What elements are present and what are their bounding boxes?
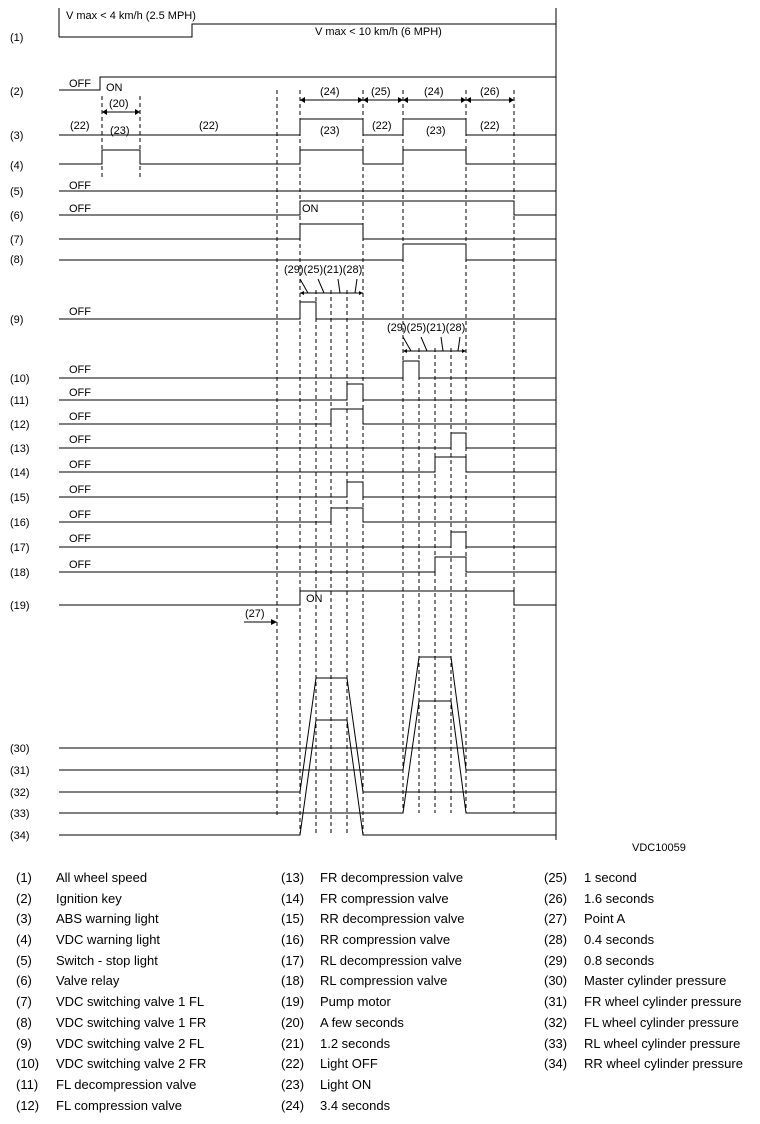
row-label: (18): [10, 567, 30, 579]
row-label: (33): [10, 808, 30, 820]
legend-text: VDC switching valve 2 FL: [56, 1035, 205, 1051]
row-label: (7): [10, 234, 24, 246]
legend-text: RL wheel cylinder pressure: [584, 1035, 741, 1051]
row-label: (14): [10, 467, 30, 479]
legend-text: FL compression valve: [56, 1097, 182, 1113]
row-label: (1): [10, 32, 24, 44]
arrow-head: [135, 109, 140, 115]
on-label: ON: [302, 203, 319, 215]
row-label: (34): [10, 830, 30, 842]
legend-text: Light OFF: [320, 1056, 378, 1072]
off-label: OFF: [69, 387, 91, 399]
off-label: OFF: [69, 434, 91, 446]
off-label: OFF: [69, 509, 91, 521]
legend-number: (30): [544, 973, 568, 989]
legend-number: (7): [16, 994, 32, 1010]
vdc-light-trace: [59, 150, 556, 164]
legend-number: (2): [16, 890, 32, 906]
legend-number: (27): [544, 911, 568, 927]
switch-valve2-fl-trace: [59, 302, 556, 319]
legend-text: A few seconds: [320, 1014, 404, 1030]
legend-text: 1.6 seconds: [584, 890, 655, 906]
sequence-leader-line: [403, 337, 411, 351]
legend-text: FR decompression valve: [320, 870, 464, 885]
row-label: (10): [10, 373, 30, 385]
row-label: (3): [10, 130, 24, 142]
legend-text: 0.8 seconds: [584, 952, 655, 968]
row-label: (2): [10, 86, 24, 98]
fr-decomp-trace: [59, 433, 556, 448]
rl-comp-trace: [59, 557, 556, 572]
legend-number: (16): [281, 932, 305, 948]
arrow-head: [271, 619, 277, 625]
legend-number: (17): [281, 952, 305, 968]
off-label: OFF: [69, 459, 91, 471]
row-label: (9): [10, 314, 24, 326]
row-label: (12): [10, 419, 30, 431]
off-label: OFF: [69, 306, 91, 318]
legend-number: (14): [281, 890, 305, 906]
legend-text: 1.2 seconds: [320, 1035, 391, 1051]
sequence-leader-line: [338, 279, 340, 293]
legend-text: Valve relay: [56, 973, 120, 989]
legend-number: (21): [281, 1035, 305, 1051]
legend-number: (31): [544, 994, 568, 1010]
ref-label: (24): [424, 86, 444, 98]
arrow-head: [358, 97, 363, 103]
legend-number: (15): [281, 911, 305, 927]
rr-comp-trace: [59, 508, 556, 522]
duration-arrows: [102, 97, 514, 625]
row-label: (4): [10, 160, 24, 172]
sequence-leader-line: [318, 279, 324, 293]
legend-number: (29): [544, 952, 568, 968]
legend-text: VDC switching valve 1 FL: [56, 994, 205, 1010]
legend-number: (6): [16, 973, 32, 989]
arrow-head: [461, 97, 466, 103]
sequence-leader-line: [441, 337, 443, 351]
legend-number: (3): [16, 911, 32, 927]
on-label: ON: [106, 82, 123, 94]
fl-decomp-trace: [59, 384, 556, 400]
legend-text: RL decompression valve: [320, 952, 462, 968]
legend-number: (5): [16, 952, 32, 968]
legend-text: RR wheel cylinder pressure: [584, 1056, 743, 1072]
rl-decomp-trace: [59, 532, 556, 547]
ref-label: (22): [70, 120, 90, 132]
ref-label: (20): [109, 98, 129, 110]
on-label: ON: [306, 593, 323, 605]
row-label: (19): [10, 600, 30, 612]
legend-number: (34): [544, 1056, 568, 1072]
legend-number: (26): [544, 890, 568, 906]
arrow-head: [466, 97, 471, 103]
ref-label: (22): [480, 120, 500, 132]
legend-text: RL compression valve: [320, 973, 448, 989]
switch-valve1-fr-trace: [59, 244, 556, 260]
sequence-label: (29)(25)(21)(28): [284, 264, 363, 276]
legend-text: Ignition key: [56, 890, 122, 906]
fl-wheel-pressure-trace: [59, 678, 556, 792]
row-label: (32): [10, 787, 30, 799]
ref-label: (25): [371, 86, 391, 98]
ref-label: (23): [426, 125, 446, 137]
legend-text: RR decompression valve: [320, 911, 465, 927]
ref-label: (22): [372, 120, 392, 132]
arrow-head: [462, 349, 466, 353]
legend-number: (33): [544, 1035, 568, 1051]
legend-number: (32): [544, 1014, 568, 1030]
ref-label: (26): [480, 86, 500, 98]
legend-text: VDC warning light: [56, 932, 161, 948]
arrow-head: [403, 349, 407, 353]
sequence-leader-line: [421, 337, 427, 351]
legend-text: FL wheel cylinder pressure: [584, 1014, 739, 1030]
ref-label: (23): [110, 125, 130, 137]
arrow-head: [509, 97, 514, 103]
arrow-head: [359, 291, 363, 295]
row-label: (31): [10, 765, 30, 777]
arrow-head: [403, 97, 408, 103]
legend-text: 1 second: [584, 870, 637, 885]
row-label: (6): [10, 210, 24, 222]
legend-number: (28): [544, 932, 568, 948]
legend-number: (13): [281, 870, 305, 885]
rl-wheel-pressure-trace: [59, 701, 556, 813]
switch-valve1-fl-trace: [59, 224, 556, 239]
legend-number: (4): [16, 932, 32, 948]
ref-label: (27): [245, 608, 265, 620]
ref-label: (22): [199, 120, 219, 132]
legend-text: All wheel speed: [56, 870, 148, 885]
row-label: (15): [10, 492, 30, 504]
legend-number: (10): [16, 1056, 40, 1072]
arrow-head: [300, 97, 305, 103]
fl-comp-trace: [59, 409, 556, 424]
legend-number: (12): [16, 1097, 40, 1113]
off-label: OFF: [69, 203, 91, 215]
sequence-leader-line: [300, 279, 308, 293]
off-label: OFF: [69, 180, 91, 192]
arrow-head: [363, 97, 368, 103]
legend-number: (22): [281, 1056, 305, 1072]
row-label: (8): [10, 254, 24, 266]
row-label: (30): [10, 743, 30, 755]
legend-text: Point A: [584, 911, 626, 927]
legend-text: FR compression valve: [320, 890, 449, 906]
ref-label: (24): [320, 86, 340, 98]
off-label: OFF: [69, 78, 91, 90]
legend-text: RR compression valve: [320, 932, 451, 948]
off-label: OFF: [69, 411, 91, 423]
legend: [0, 868, 760, 1124]
figure-code: VDC10059: [632, 842, 686, 854]
off-label: OFF: [69, 533, 91, 545]
sequence-leader-line: [355, 279, 357, 293]
sequence-leader-line: [458, 337, 460, 351]
legend-text: ABS warning light: [56, 911, 159, 927]
ref-label: (23): [320, 125, 340, 137]
legend-text: Light ON: [320, 1076, 372, 1092]
timing-dashes: [102, 90, 514, 835]
row-label: (17): [10, 542, 30, 554]
row-label: (16): [10, 517, 30, 529]
row-label: (5): [10, 186, 24, 198]
legend-text: Switch - stop light: [56, 952, 158, 968]
arrow-head: [102, 109, 107, 115]
rr-decomp-trace: [59, 482, 556, 497]
arrow-head: [398, 97, 403, 103]
legend-number: (8): [16, 1014, 32, 1030]
signal-traces: [59, 8, 556, 840]
row-label: (13): [10, 443, 30, 455]
off-label: OFF: [69, 484, 91, 496]
off-label: OFF: [69, 364, 91, 376]
vmax-low-label: V max < 4 km/h (2.5 MPH): [66, 10, 196, 22]
legend-number: (9): [16, 1035, 32, 1051]
legend-text: FL decompression valve: [56, 1076, 197, 1092]
legend-number: (25): [544, 870, 568, 885]
legend-number: (24): [281, 1097, 305, 1113]
switch-valve2-fr-trace: [59, 361, 556, 378]
fr-comp-trace: [59, 457, 556, 472]
wheel-speed-trace: [59, 24, 556, 37]
off-label: OFF: [69, 559, 91, 571]
arrow-head: [300, 291, 304, 295]
legend-text: Master cylinder pressure: [584, 973, 727, 989]
legend-text: FR wheel cylinder pressure: [584, 994, 742, 1010]
legend-number: (1): [16, 870, 32, 885]
legend-text: VDC switching valve 1 FR: [56, 1014, 207, 1030]
legend-number: (20): [281, 1014, 305, 1030]
sequence-label: (29)(25)(21)(28): [387, 322, 466, 334]
vmax-high-label: V max < 10 km/h (6 MPH): [315, 26, 442, 38]
legend-number: (19): [281, 994, 305, 1010]
fr-wheel-pressure-trace: [59, 657, 556, 770]
legend-number: (11): [16, 1076, 39, 1092]
row-label: (11): [10, 395, 29, 407]
legend-text: VDC switching valve 2 FR: [56, 1056, 207, 1072]
legend-text: 3.4 seconds: [320, 1097, 391, 1113]
legend-number: (23): [281, 1076, 305, 1092]
legend-text: 0.4 seconds: [584, 932, 655, 948]
legend-number: (18): [281, 973, 305, 989]
legend-text: Pump motor: [320, 994, 391, 1010]
row-labels: [10, 32, 30, 842]
